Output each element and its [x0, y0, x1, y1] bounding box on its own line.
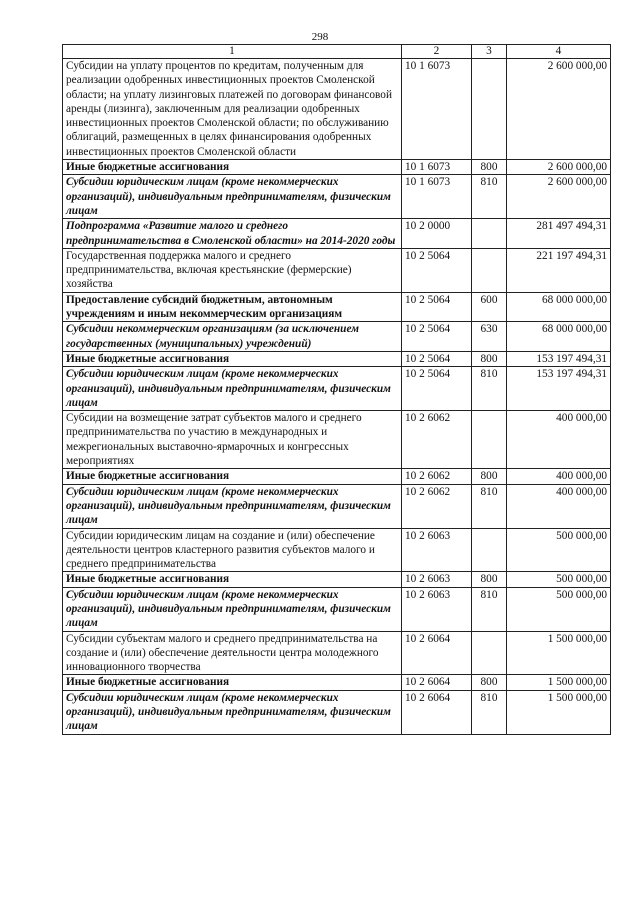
- header-cell-code: 2: [402, 45, 472, 59]
- row-name-cell: Государственная поддержка малого и среднего предпринимательства, включая крестьянские (фермерские) хозяйства: [63, 248, 402, 292]
- row-code-cell: 10 2 0000: [402, 219, 472, 249]
- row-amount-cell: 1 500 000,00: [507, 675, 611, 690]
- header-cell-name: 1: [63, 45, 402, 59]
- row-code-cell: 10 2 6062: [402, 411, 472, 469]
- row-code-cell: 10 2 6064: [402, 631, 472, 675]
- table-row: [63, 690, 611, 734]
- table-row: [63, 322, 611, 352]
- row-code-cell: 10 2 6064: [402, 675, 472, 690]
- table-row: [63, 160, 611, 175]
- row-name-cell: Субсидии юридическим лицам (кроме некоммерческих организаций), индивидуальным предпринимателям, физическим лицам: [63, 484, 402, 528]
- row-type-cell: [472, 631, 507, 675]
- row-amount-cell: 500 000,00: [507, 572, 611, 587]
- table-row: [63, 351, 611, 366]
- row-code-cell: 10 2 5064: [402, 367, 472, 411]
- row-type-cell: [472, 528, 507, 572]
- row-type-cell: [472, 59, 507, 160]
- row-code-cell: 10 2 6064: [402, 690, 472, 734]
- row-type-cell: 810: [472, 587, 507, 631]
- row-type-cell: 810: [472, 484, 507, 528]
- row-code-cell: 10 1 6073: [402, 175, 472, 219]
- row-name-cell: Субсидии юридическим лицам на создание и (или) обеспечение деятельности центров кластерного развития субъектов малого и среднего предпринимательства: [63, 528, 402, 572]
- row-type-cell: 810: [472, 175, 507, 219]
- row-amount-cell: 500 000,00: [507, 587, 611, 631]
- row-name-cell: Иные бюджетные ассигнования: [63, 572, 402, 587]
- row-name-cell: Иные бюджетные ассигнования: [63, 351, 402, 366]
- row-type-cell: 600: [472, 292, 507, 322]
- row-type-cell: 800: [472, 160, 507, 175]
- header-cell-type: 3: [472, 45, 507, 59]
- table-row: [63, 528, 611, 572]
- row-amount-cell: 153 197 494,31: [507, 367, 611, 411]
- row-amount-cell: 68 000 000,00: [507, 292, 611, 322]
- row-name-cell: Субсидии юридическим лицам (кроме некоммерческих организаций), индивидуальным предпринимателям, физическим лицам: [63, 587, 402, 631]
- table-row: [63, 59, 611, 160]
- row-amount-cell: 400 000,00: [507, 411, 611, 469]
- row-code-cell: 10 2 6062: [402, 469, 472, 484]
- row-code-cell: 10 1 6073: [402, 59, 472, 160]
- table-row: [63, 484, 611, 528]
- header-row: [63, 45, 611, 59]
- row-name-cell: Субсидии некоммерческим организациям (за исключением государственных (муниципальных) учреждений): [63, 322, 402, 352]
- table-row: [63, 219, 611, 249]
- row-name-cell: Иные бюджетные ассигнования: [63, 675, 402, 690]
- row-code-cell: 10 2 5064: [402, 248, 472, 292]
- table-row: [63, 411, 611, 469]
- table-row: [63, 572, 611, 587]
- row-amount-cell: 500 000,00: [507, 528, 611, 572]
- row-type-cell: 630: [472, 322, 507, 352]
- row-name-cell: Субсидии субъектам малого и среднего предпринимательства на создание и (или) обеспечение деятельности центра молодежного инновационного творчества: [63, 631, 402, 675]
- row-amount-cell: 68 000 000,00: [507, 322, 611, 352]
- row-type-cell: 810: [472, 367, 507, 411]
- table-row: [63, 175, 611, 219]
- row-name-cell: Подпрограмма «Развитие малого и среднего предпринимательства в Смоленской области» на 2014-2020 годы: [63, 219, 402, 249]
- row-amount-cell: 400 000,00: [507, 469, 611, 484]
- row-name-cell: Субсидии на возмещение затрат субъектов малого и среднего предпринимательства по участию в международных и межрегиональных выставочно-ярмарочных и конгрессных мероприятиях: [63, 411, 402, 469]
- row-amount-cell: 221 197 494,31: [507, 248, 611, 292]
- table-row: [63, 675, 611, 690]
- table-body: [63, 59, 611, 735]
- row-amount-cell: 153 197 494,31: [507, 351, 611, 366]
- row-type-cell: [472, 248, 507, 292]
- table-row: [63, 469, 611, 484]
- row-name-cell: Иные бюджетные ассигнования: [63, 160, 402, 175]
- row-type-cell: 800: [472, 351, 507, 366]
- row-type-cell: 800: [472, 572, 507, 587]
- row-type-cell: [472, 219, 507, 249]
- header-cell-amount: 4: [507, 45, 611, 59]
- row-name-cell: Субсидии юридическим лицам (кроме некоммерческих организаций), индивидуальным предпринимателям, физическим лицам: [63, 690, 402, 734]
- row-type-cell: 800: [472, 675, 507, 690]
- row-amount-cell: 281 497 494,31: [507, 219, 611, 249]
- row-amount-cell: 2 600 000,00: [507, 160, 611, 175]
- row-type-cell: [472, 411, 507, 469]
- row-name-cell: Предоставление субсидий бюджетным, автономным учреждениям и иным некоммерческим организациям: [63, 292, 402, 322]
- row-name-cell: Субсидии юридическим лицам (кроме некоммерческих организаций), индивидуальным предпринимателям, физическим лицам: [63, 175, 402, 219]
- row-amount-cell: 1 500 000,00: [507, 631, 611, 675]
- table-row: [63, 631, 611, 675]
- row-code-cell: 10 2 5064: [402, 292, 472, 322]
- budget-table: [62, 44, 611, 735]
- row-name-cell: Субсидии на уплату процентов по кредитам, полученным для реализации одобренных инвестиционных проектов Смоленской области; на уплату лизинговых платежей по договорам финансовой аренды (лизинга), заключенным для реализации одобренных инвестиционных проектов Смоленской области; по обслуживанию облигаций, размещенных в целях финансирования одобренных инвестиционных проектов Смоленской области: [63, 59, 402, 160]
- page-number: 298: [311, 31, 329, 43]
- row-code-cell: 10 2 6063: [402, 572, 472, 587]
- row-amount-cell: 2 600 000,00: [507, 175, 611, 219]
- row-name-cell: Иные бюджетные ассигнования: [63, 469, 402, 484]
- row-code-cell: 10 1 6073: [402, 160, 472, 175]
- row-code-cell: 10 2 6063: [402, 528, 472, 572]
- row-code-cell: 10 2 6062: [402, 484, 472, 528]
- row-code-cell: 10 2 6063: [402, 587, 472, 631]
- row-amount-cell: 1 500 000,00: [507, 690, 611, 734]
- row-type-cell: 800: [472, 469, 507, 484]
- row-amount-cell: 400 000,00: [507, 484, 611, 528]
- table-row: [63, 367, 611, 411]
- table-row: [63, 587, 611, 631]
- table-row: [63, 292, 611, 322]
- row-type-cell: 810: [472, 690, 507, 734]
- table-row: [63, 248, 611, 292]
- row-name-cell: Субсидии юридическим лицам (кроме некоммерческих организаций), индивидуальным предпринимателям, физическим лицам: [63, 367, 402, 411]
- row-code-cell: 10 2 5064: [402, 351, 472, 366]
- row-code-cell: 10 2 5064: [402, 322, 472, 352]
- row-amount-cell: 2 600 000,00: [507, 59, 611, 160]
